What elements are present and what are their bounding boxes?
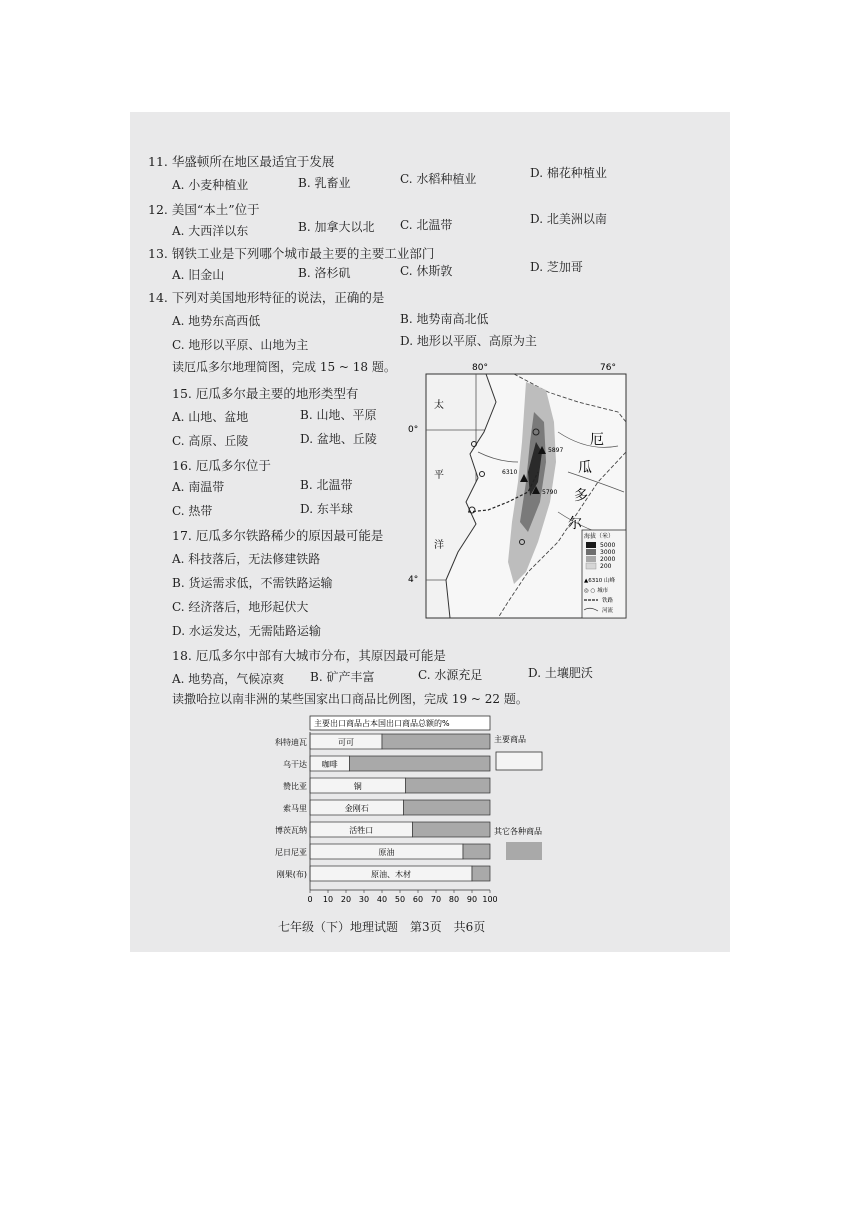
question-17-stem: 17. 厄瓜多尔铁路稀少的原因最可能是 [172,528,384,543]
q14-option-b: B. 地势南高北低 [400,312,489,326]
q17-option-a: A. 科技落后，无法修建铁路 [172,552,321,566]
q16-option-a: A. 南温带 [172,480,225,494]
lat-label-0: 0° [408,425,419,435]
q17-option-d: D. 水运发达，无需陆路运输 [172,624,321,638]
x-tick-label: 50 [394,895,406,904]
product-label: 金刚石 [344,804,369,813]
peak-label-1: 5897 [548,447,564,454]
q18-option-d: D. 土壤肥沃 [528,666,593,680]
q18-option-a: A. 地势高，气候凉爽 [172,672,285,686]
ocean-char-3: 洋 [434,540,444,551]
x-tick-label: 40 [376,895,388,904]
q16-option-d: D. 东半球 [300,502,353,516]
q11-option-c: C. 水稻种植业 [400,172,477,186]
category-label: 索马里 [283,804,307,813]
ocean-char-2: 平 [434,470,444,481]
bar-other-goods [404,800,490,815]
category-label: 刚果(布) [276,870,307,879]
question-14-stem: 14. 下列对美国地形特征的说法，正确的是 [148,290,385,305]
q12-option-c: C. 北温带 [400,218,453,232]
legend-swatch-3000 [586,549,596,555]
q13-option-a: A. 旧金山 [172,268,225,282]
bar-other-goods [405,778,490,793]
q13-option-c: C. 休斯敦 [400,264,453,278]
question-11-stem: 11. 华盛顿所在地区最适宜于发展 [148,154,335,169]
q15-option-b: B. 山地、平原 [300,408,377,422]
map-intro-text: 读厄瓜多尔地理简图，完成 15 ~ 18 题。 [172,360,396,374]
x-tick-label: 100 [482,895,498,904]
q17-option-b: B. 货运需求低，不需铁路运输 [172,576,333,590]
chart-title: 主要出口商品占本国出口商品总额的% [314,719,450,728]
x-tick-label: 30 [358,895,370,904]
q11-option-a: A. 小麦种植业 [172,178,249,192]
country-char-3: 多 [574,488,588,504]
legend-level-5000: 5000 [600,542,616,549]
legend-river: 河流 [602,608,614,614]
country-char-4: 尔 [568,516,582,532]
q16-option-b: B. 北温带 [300,478,353,492]
x-tick-label: 10 [322,895,334,904]
bar-other-goods [463,844,490,859]
bar-other-goods [413,822,490,837]
question-16-stem: 16. 厄瓜多尔位于 [172,458,271,473]
country-char-2: 瓜 [578,460,592,476]
export-chart-svg [270,710,570,910]
q14-option-a: A. 地势东高西低 [172,314,261,328]
product-label: 活牲口 [349,826,374,835]
category-label: 赞比亚 [283,782,307,791]
ecuador-map-svg [408,362,638,624]
bar-other-goods [382,734,490,749]
q14-option-c: C. 地形以平原、山地为主 [172,338,309,352]
chart-intro-text: 读撒哈拉以南非洲的某些国家出口商品比例图，完成 19 ~ 22 题。 [172,692,528,706]
q13-option-d: D. 芝加哥 [530,260,583,274]
country-char-1: 厄 [590,432,604,448]
category-label: 博茨瓦纳 [275,826,307,835]
map-legend [582,530,626,618]
legend-city: ◎ ○ 城市 [584,588,609,594]
legend-level-2000: 2000 [600,556,616,563]
ocean-char-1: 太 [434,400,444,411]
q15-option-c: C. 高原、丘陵 [172,434,249,448]
category-label: 科特迪瓦 [275,738,307,747]
question-13-stem: 13. 钢铁工业是下列哪个城市最主要的主要工业部门 [148,246,435,261]
peak-label-2: 6310 [502,469,518,476]
x-tick-label: 70 [430,895,442,904]
legend-swatch-5000 [586,542,596,548]
lat-label-4: 4° [408,575,419,585]
legend-rail: 铁路 [602,598,614,604]
q15-option-a: A. 山地、盆地 [172,410,249,424]
q18-option-b: B. 矿产丰富 [310,670,375,684]
x-tick-label: 80 [448,895,460,904]
export-chart [270,710,570,910]
q14-option-d: D. 地形以平原、高原为主 [400,334,537,348]
q17-option-c: C. 经济落后，地形起伏大 [172,600,309,614]
product-label: 可可 [338,738,354,747]
legend-main-swatch [496,752,542,770]
lon-label-80: 80° [472,363,488,373]
legend-title: 海拔（米） [584,533,615,540]
legend-main-label: 主要商品 [494,735,526,744]
product-label: 咖啡 [321,760,338,769]
q13-option-b: B. 洛杉矶 [298,266,351,280]
question-12-stem: 12. 美国“本土”位于 [148,202,260,217]
legend-level-200: 200 [600,563,612,570]
ecuador-map [408,362,638,624]
q15-option-d: D. 盆地、丘陵 [300,432,377,446]
product-label: 原油、木材 [371,870,411,879]
peak-label-3: 5790 [542,489,558,496]
bar-other-goods [350,756,490,771]
legend-level-3000: 3000 [600,549,616,556]
x-tick-label: 20 [340,895,352,904]
legend-other-swatch [506,842,542,860]
legend-other-label: 其它各种商品 [494,827,542,836]
page-footer: 七年级（下）地理试题 第3页 共6页 [278,920,486,934]
q11-option-b: B. 乳畜业 [298,176,351,190]
legend-swatch-200 [586,563,596,569]
exam-page [130,112,730,952]
q11-option-d: D. 棉花种植业 [530,166,607,180]
question-15-stem: 15. 厄瓜多尔最主要的地形类型有 [172,386,359,401]
q18-option-c: C. 水源充足 [418,668,483,682]
q12-option-d: D. 北美洲以南 [530,212,607,226]
x-tick-label: 90 [466,895,478,904]
category-label: 尼日尼亚 [275,848,307,857]
product-label: 铜 [353,782,362,791]
lon-label-76: 76° [600,363,616,373]
legend-swatch-2000 [586,556,596,562]
q12-option-b: B. 加拿大以北 [298,220,375,234]
bar-other-goods [472,866,490,881]
q16-option-c: C. 热带 [172,504,213,518]
q12-option-a: A. 大西洋以东 [172,224,249,238]
category-label: 乌干达 [283,760,307,769]
question-18-stem: 18. 厄瓜多尔中部有大城市分布，其原因最可能是 [172,648,446,663]
product-label: 原油 [378,848,395,857]
legend-peak: ▲6310 山峰 [584,578,615,584]
x-tick-label: 0 [307,895,313,904]
x-tick-label: 60 [412,895,424,904]
